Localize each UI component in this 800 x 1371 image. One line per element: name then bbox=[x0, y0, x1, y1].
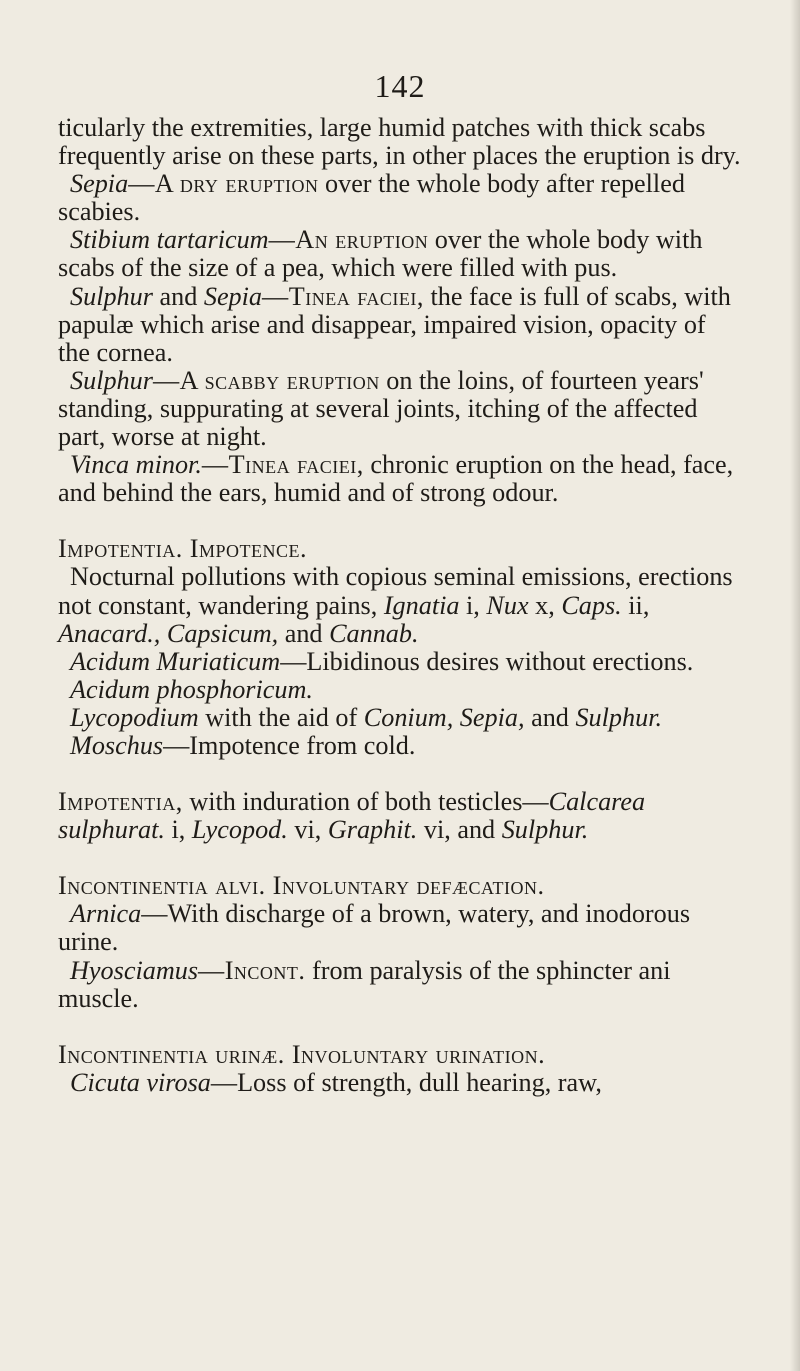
paragraph-continuation: ticularly the extremities, large humid patches with thick scabs frequently arise on these parts, in other places the eruption is dry. bbox=[58, 113, 741, 171]
remedy-name: Nux bbox=[486, 590, 529, 620]
entry-text: i, bbox=[164, 815, 192, 845]
entry-text: ii, bbox=[621, 590, 650, 620]
remedy-name: Calcarea sulphurat. bbox=[58, 787, 646, 845]
entry-sepia bbox=[58, 170, 744, 226]
symptom-heading: —Tinea faciei, bbox=[262, 281, 424, 311]
entry-text: —With discharge of a brown, watery, and inodorous urine. bbox=[58, 899, 691, 957]
remedy-name: Stibium tartaricum bbox=[70, 225, 269, 255]
remedy-name: Vinca minor. bbox=[70, 450, 202, 480]
entry-impotentia-intro bbox=[58, 563, 744, 647]
symptom-heading: —Incont. bbox=[198, 955, 306, 985]
remedy-name: Arnica bbox=[70, 899, 142, 929]
remedy-name: Graphit. bbox=[327, 815, 418, 845]
remedy-name: Sulphur. bbox=[575, 702, 663, 732]
entry-text: and bbox=[524, 702, 576, 732]
entry-text: the face is full of scabs, with papulæ which arise and disappear, impaired vision, opacity of the cornea. bbox=[58, 281, 731, 367]
remedy-name: Anacard., Capsicum, bbox=[58, 618, 279, 648]
remedy-name: Ignatia bbox=[383, 590, 460, 620]
entry-text: over the whole body after repelled scabies. bbox=[58, 169, 685, 227]
remedy-name: Sulphur. bbox=[501, 815, 589, 845]
symptom-heading: —A dry eruption bbox=[128, 169, 319, 199]
entry-lycopodium bbox=[58, 704, 744, 732]
entry-text: on the loins, of fourteen years' standing, suppurating at several joints, itching of the affected part, worse at night. bbox=[58, 365, 704, 452]
page-number: 142 bbox=[374, 68, 426, 104]
section-heading-impotentia: Impotentia. Impotence. bbox=[58, 534, 308, 564]
page-edge-shadow bbox=[790, 0, 800, 1371]
remedy-name: Hyosciamus bbox=[70, 955, 199, 985]
remedy-name: Cicuta virosa bbox=[70, 1067, 211, 1097]
entry-text: and bbox=[278, 618, 330, 648]
entry-text: Nocturnal pollutions with copious seminal emissions, erections not constant, wandering pains, bbox=[58, 562, 733, 620]
remedy-name: Cannab. bbox=[329, 618, 419, 648]
entry-text: with the aid of bbox=[198, 702, 364, 732]
section-heading: Impotentia, bbox=[58, 787, 183, 817]
remedy-name: Lycopodium bbox=[70, 702, 199, 732]
entry-moschus bbox=[58, 732, 744, 760]
remedy-name: Conium, Sepia, bbox=[363, 702, 525, 732]
entry-sulphur bbox=[58, 367, 744, 451]
symptom-heading: —An eruption bbox=[268, 225, 429, 255]
entry-text: vi, bbox=[287, 815, 328, 845]
entry-vinca bbox=[58, 451, 744, 507]
section-heading-incontinentia-urinae: Incontinentia urinæ. Involuntary urination. bbox=[58, 1039, 546, 1069]
remedy-name: Lycopod. bbox=[191, 815, 288, 845]
remedy-name: Sulphur bbox=[70, 365, 153, 395]
section-heading-incontinentia-alvi: Incontinentia alvi. Involuntary defæcation. bbox=[58, 871, 545, 901]
entry-text: with induration of both testicles— bbox=[182, 787, 549, 817]
entry-text: over the whole body with scabs of the size of a pea, which were filled with pus. bbox=[58, 225, 703, 283]
entry-acidum-phosphoricum bbox=[58, 676, 744, 704]
entry-text: chronic eruption on the head, face, and behind the ears, humid and of strong odour. bbox=[58, 450, 734, 508]
entry-text: from paralysis of the sphincter ani muscle. bbox=[58, 955, 671, 1013]
entry-arnica bbox=[58, 900, 744, 956]
remedy-name: Acidum Muriaticum bbox=[70, 646, 281, 676]
remedy-name: Sepia bbox=[203, 281, 263, 311]
entry-hyosciamus bbox=[58, 957, 744, 1013]
remedy-name: Acidum phosphoricum. bbox=[70, 674, 313, 704]
page-body bbox=[58, 114, 744, 1097]
entry-stibium bbox=[58, 226, 744, 282]
entry-text: —Impotence from cold. bbox=[163, 730, 416, 760]
remedy-name: Caps. bbox=[561, 590, 622, 620]
remedy-name: Sepia bbox=[70, 169, 129, 199]
entry-text: i, bbox=[459, 590, 487, 620]
entry-text: x, bbox=[528, 590, 562, 620]
entry-impotentia-induration bbox=[58, 788, 744, 844]
entry-cicuta bbox=[58, 1069, 744, 1097]
remedy-name: Sulphur bbox=[70, 281, 153, 311]
entry-text: and bbox=[152, 281, 204, 311]
entry-acidum-muriaticum bbox=[58, 648, 744, 676]
symptom-heading: —Tinea faciei, bbox=[201, 450, 364, 480]
entry-text: vi, and bbox=[417, 815, 502, 845]
symptom-heading: —A scabby eruption bbox=[152, 365, 380, 395]
entry-text: —Libidinous desires without erections. bbox=[280, 646, 694, 676]
entry-text: —Loss of strength, dull hearing, raw, bbox=[210, 1067, 602, 1097]
remedy-name: Moschus bbox=[70, 730, 164, 760]
entry-sulphur-sepia bbox=[58, 283, 744, 367]
